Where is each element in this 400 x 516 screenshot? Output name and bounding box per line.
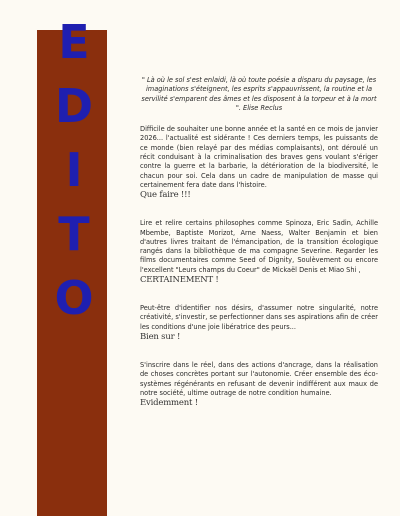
title-letter: D	[54, 79, 94, 133]
paragraph-1: Difficile de souhaiter une bonne année et la santé en ce mois de janvier 2026... l'actualité est sidérante ! Ces derniers temps, les puissants de ce monde (bien relayé par des médias complaisants), ont déroulé un récit conduisant à la criminalisation des braves gens voulant s'ériger contre la guerre et la barbarie, la détérioration de la biodiversité, le chacun pour soi. Cela dans un cadre de manipulation de masse qui certainement fera date dans l'histoire.	[140, 125, 378, 189]
title-letter: I	[65, 143, 83, 197]
paragraph-4: S'inscrire dans le réel, dans des actions d'ancrage, dans la réalisation de choses concrètes portant sur l'autonomie. Créer ensemble des éco-systèmes régénérants en refusant de devenir indifférent aux maux de notre société, ultime outrage de notre condition humaine.	[140, 360, 378, 397]
edito-title	[50, 10, 98, 330]
editorial-content	[140, 76, 378, 427]
opening-quote: " Là où le sol s'est enlaidi, là où toute poésie a disparu du paysage, les imaginations s'éteignent, les esprits s'appauvrissent, la routine et la servilité s'emparent des âmes et les disposent à la torpeur et à la mort ". Elise Reclus	[141, 76, 377, 112]
paragraph-2: Lire et relire certains philosophes comme Spinoza, Eric Sadin, Achille Mbembe, Baptiste Morizot, Arne Naess, Walter Benjamin et bien d'autres livres traitant de l'émancipation, de la transition écologique rangés dans la bibliothèque de ma compagne Severine. Regarder les films documentaires comme Seed of Dignity, Soulèvement ou encore l'excellent "Leurs champs du Coeur" de Mickaël Denis et Miao Shi ,	[140, 219, 378, 274]
paragraph-3: Peut-être d'identifier nos désirs, d'assumer notre singularité, notre créativité, s'investir, se perfectionner dans ses aspirations afin de créer les conditions d'une joie libératrice des peurs...	[140, 304, 378, 331]
heading-bien-sur: Bien sur !	[140, 331, 181, 342]
heading-que-faire: Que faire !!!	[140, 190, 191, 201]
heading-certainement: CERTAINEMENT !	[140, 275, 219, 286]
title-letter: T	[58, 207, 90, 261]
title-letter: E	[58, 15, 90, 69]
title-letter: O	[54, 271, 94, 325]
heading-evidemment: Evidemment !	[140, 398, 198, 409]
